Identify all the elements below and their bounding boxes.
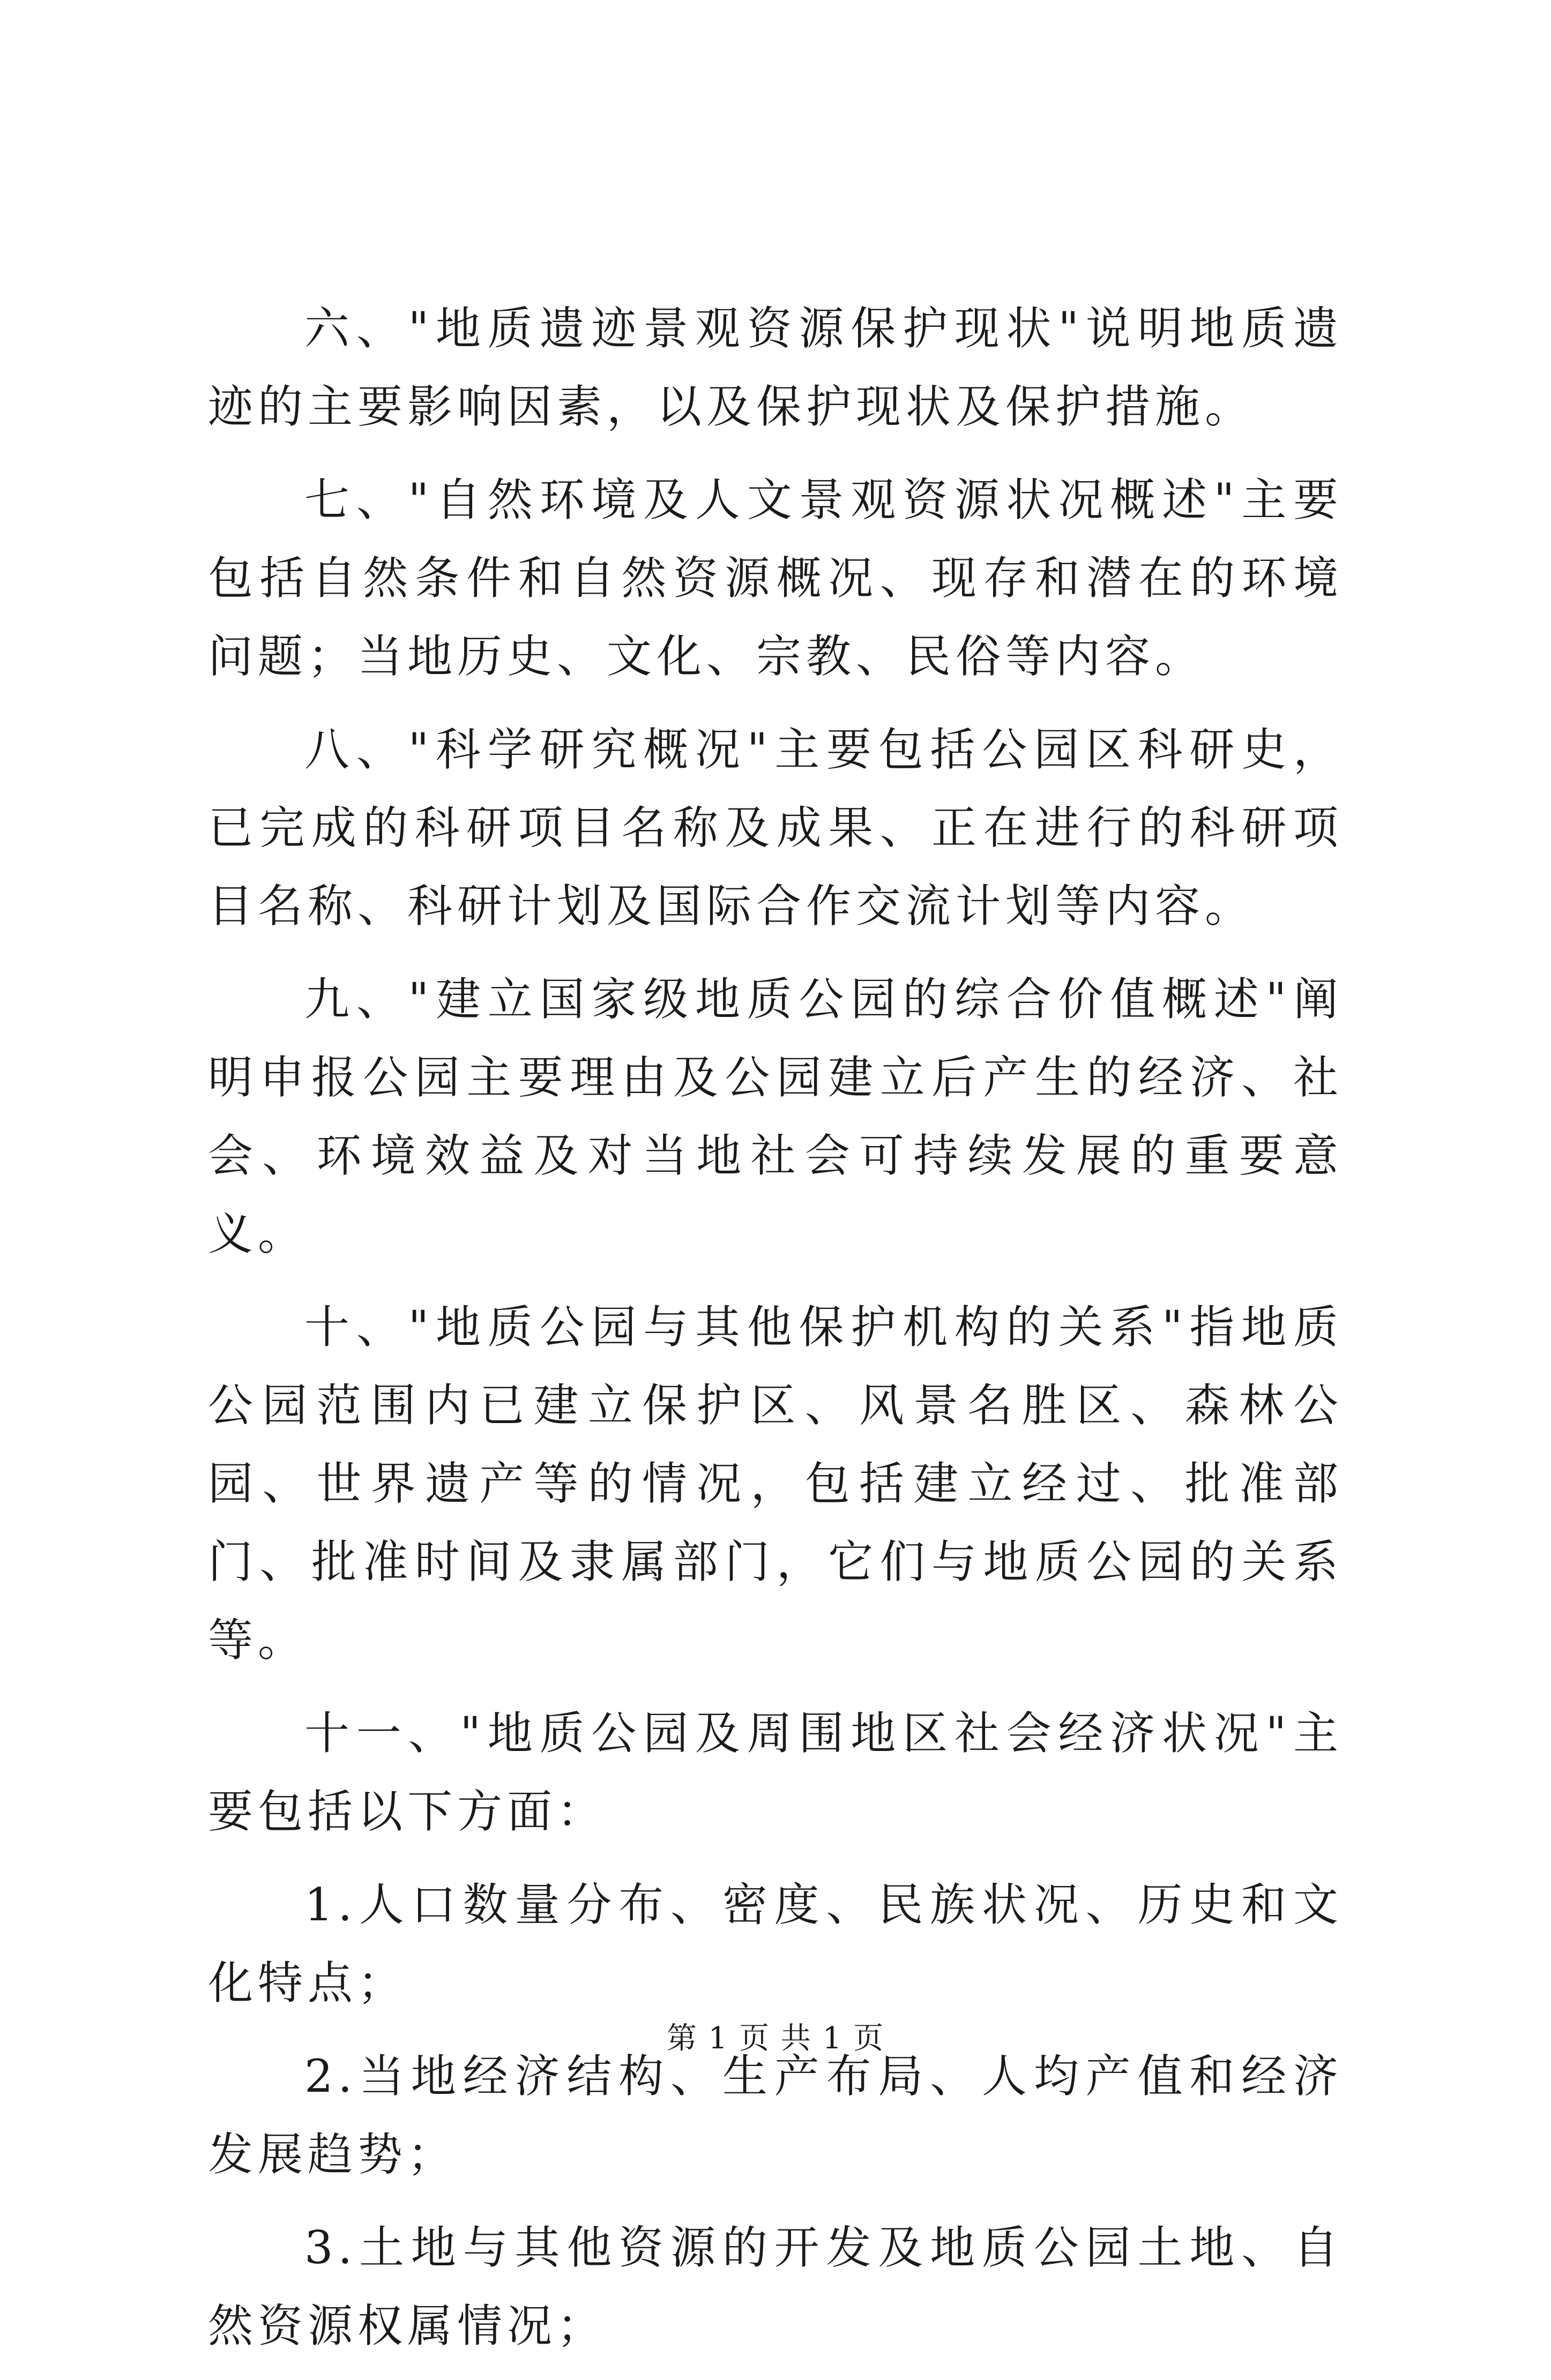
page-footer: 第 1 页 共 1 页 bbox=[666, 2021, 885, 2056]
paragraph-10: 十、"地质公园与其他保护机构的关系"指地质公园范围内已建立保护区、风景名胜区、森林公园、世界遗产等的情况，包括建立经过、批准部门、批准时间及隶属部门，它们与地质公园的关系等。 bbox=[208, 1301, 1343, 1666]
list-item-1: 1.人口数量分布、密度、民族状况、历史和文化特点； bbox=[208, 1878, 1343, 2009]
document-body bbox=[208, 289, 1343, 2380]
paragraph-11: 十一、"地质公园及周围地区社会经济状况"主要包括以下方面： bbox=[208, 1707, 1343, 1838]
paragraph-7: 七、"自然环境及人文景观资源状况概述"主要包括自然条件和自然资源概况、现存和潜在的环境问题；当地历史、文化、宗教、民俗等内容。 bbox=[208, 474, 1343, 683]
paragraph-6: 六、"地质遗迹景观资源保护现状"说明地质遗迹的主要影响因素，以及保护现状及保护措施。 bbox=[208, 302, 1343, 433]
list-item-2: 2.当地经济结构、生产布局、人均产值和经济发展趋势； bbox=[208, 2050, 1343, 2181]
paragraph-8: 八、"科学研究概况"主要包括公园区科研史，已完成的科研项目名称及成果、正在进行的科研项目名称、科研计划及国际合作交流计划等内容。 bbox=[208, 723, 1343, 932]
paragraph-9: 九、"建立国家级地质公园的综合价值概述"阐明申报公园主要理由及公园建立后产生的经济、社会、环境效益及对当地社会可持续发展的重要意义。 bbox=[208, 973, 1343, 1260]
list-item-3: 3.土地与其他资源的开发及地质公园土地、自然资源权属情况； bbox=[208, 2221, 1343, 2352]
